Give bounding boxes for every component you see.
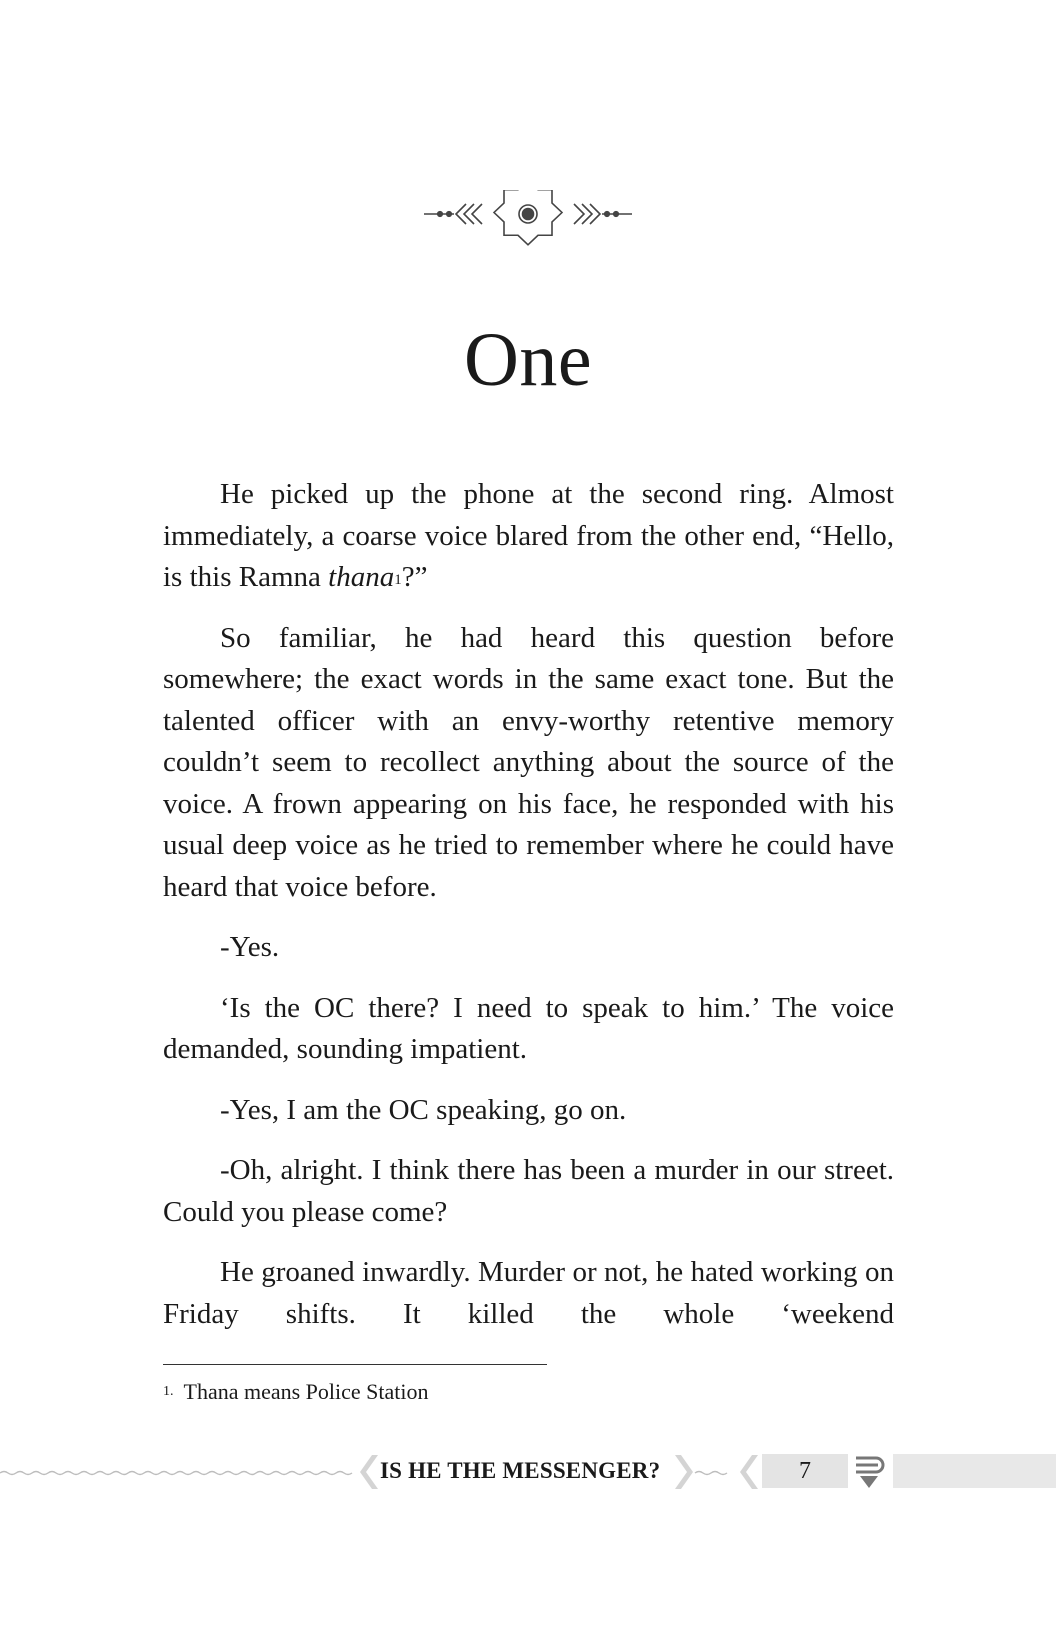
paragraph: He groaned inwardly. Murder or not, he hated working on Friday shifts. It killed the whole ‘weekend bbox=[163, 1256, 894, 1330]
footer-bar bbox=[893, 1454, 1056, 1488]
footnote-text: Thana means Police Station bbox=[183, 1379, 429, 1404]
footnote-divider bbox=[163, 1364, 547, 1365]
footnote-marker: 1. bbox=[163, 1384, 174, 1399]
body-text bbox=[163, 474, 894, 1354]
page-footer bbox=[0, 1452, 1056, 1492]
chapter-title: One bbox=[463, 318, 593, 402]
footnote bbox=[163, 1379, 429, 1405]
page-number: 7 bbox=[799, 1458, 811, 1484]
paragraph: ‘Is the OC there? I need to speak to him.’ The voice demanded, sounding impatient. bbox=[163, 991, 894, 1065]
paragraph: So familiar, he had heard this question before somewhere; the exact words in the same exact tone. But the talented officer with an envy-worthy retentive memory couldn’t seem to recollect anything about the source of the voice. A frown appearing on his face, he responded with his usual deep voice as he tried to remember where he could have heard that voice before. bbox=[163, 621, 894, 903]
running-title: IS HE THE MESSENGER? bbox=[380, 1458, 661, 1483]
paragraph: -Oh, alright. I think there has been a murder in our street. Could you please come? bbox=[163, 1154, 894, 1228]
page-turn-icon bbox=[852, 1454, 888, 1490]
chapter-ornament-icon bbox=[424, 190, 632, 250]
footnote-reference[interactable]: 1 bbox=[394, 572, 402, 588]
paragraph: -Yes. bbox=[220, 931, 280, 963]
paragraph: -Yes, I am the OC speaking, go on. bbox=[220, 1093, 627, 1126]
paragraph: He picked up the phone at the second ring. Almost immediately, a coarse voice blared from the other end, “Hello, is this Ramna thana$^1$?” bbox=[163, 478, 894, 593]
